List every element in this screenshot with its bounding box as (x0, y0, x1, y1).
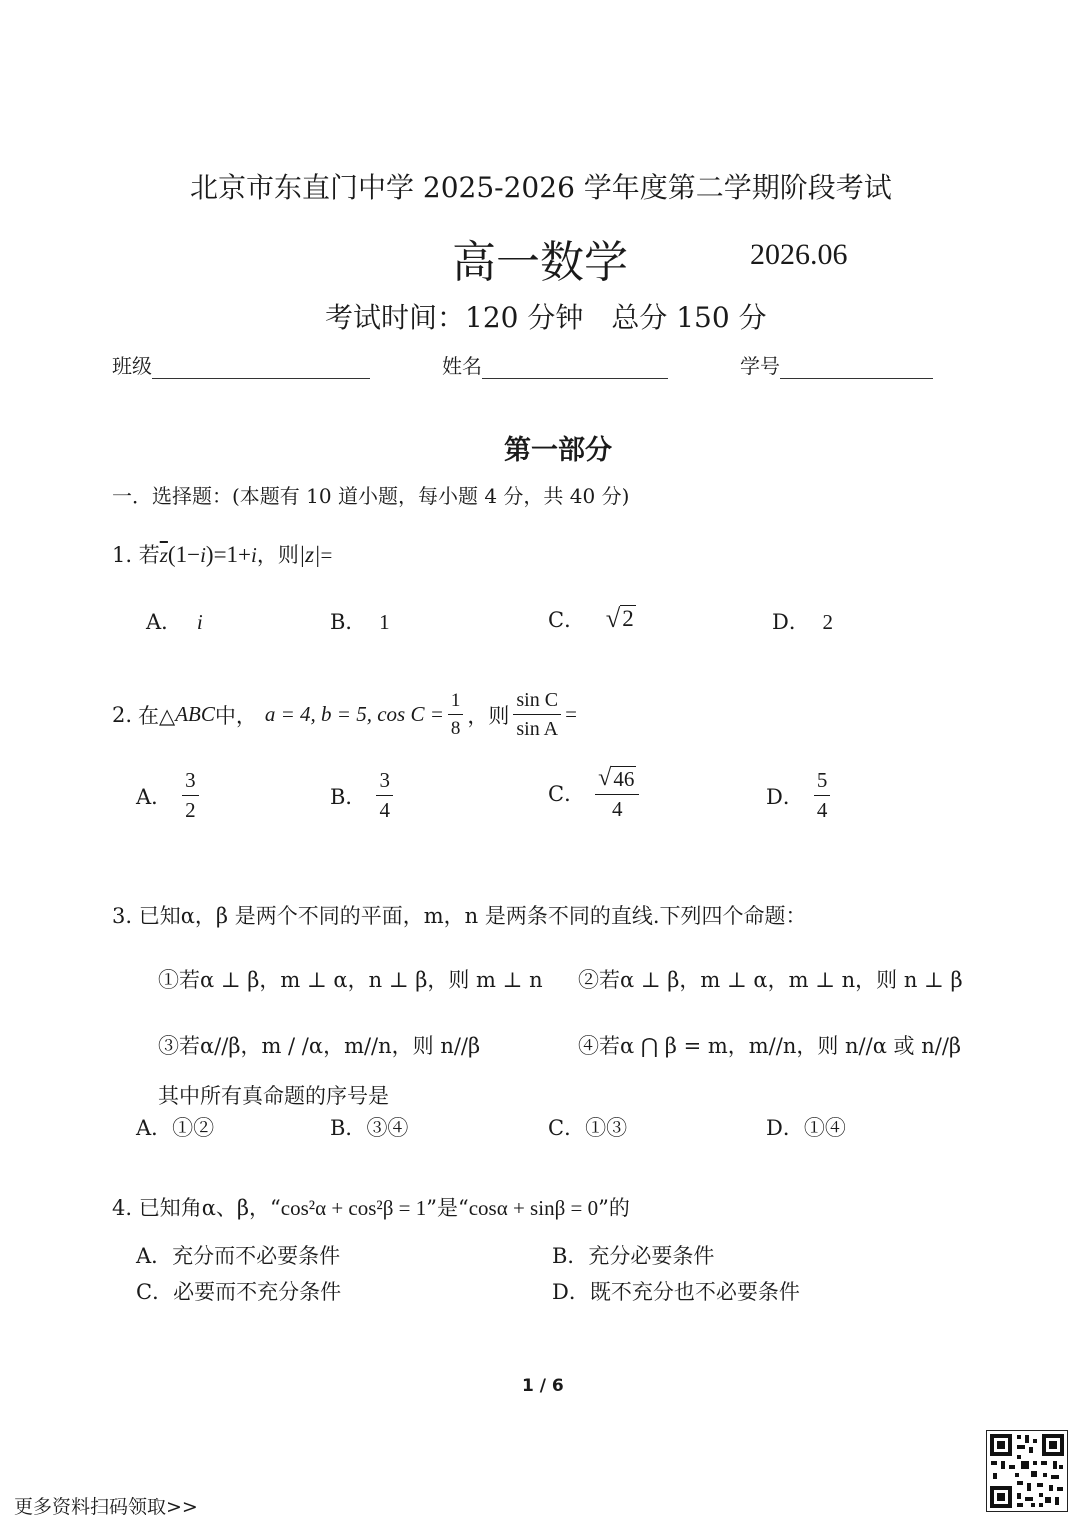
q1-option-a-value: i (196, 610, 203, 634)
promo-text[interactable]: 更多资料扫码领取>> (14, 1496, 198, 1518)
q1-option-c-sqrt (606, 605, 636, 631)
q2-option-b-label: B． (330, 784, 367, 809)
q2-cos-fraction (448, 691, 464, 738)
q3-option-a-label: A． (136, 1116, 173, 1140)
q3-option-d-value: ①④ (803, 1116, 846, 1140)
q2-option-d-denominator: 4 (816, 798, 828, 822)
q3-option-d[interactable] (766, 1112, 846, 1142)
q1-abs-z: |z| (298, 542, 321, 567)
q1-i-2: i (251, 543, 257, 567)
q1-z-conjugate: $\overline{z}$ (159, 543, 168, 567)
exam-info: 考试时间：120 分钟 总分 150 分 (325, 301, 767, 334)
class-field[interactable] (112, 350, 370, 379)
q2-option-a-label: A． (136, 784, 173, 809)
q1-option-c[interactable] (548, 604, 636, 634)
q3-option-a-value: ①② (172, 1116, 215, 1140)
q4-stem-tail: ”的 (598, 1196, 630, 1220)
q2-option-c-label: C． (548, 782, 586, 807)
q2-option-d-fraction (814, 770, 831, 821)
q2-option-a-fraction (182, 770, 199, 821)
q1-number: 1. (112, 543, 133, 567)
qr-code-icon[interactable] (986, 1430, 1068, 1512)
class-label: 班级 (112, 354, 152, 378)
q1-if: 若 (138, 543, 160, 567)
qr-code-graphic (987, 1431, 1067, 1511)
radical-sign-icon: √ (598, 764, 612, 791)
q1-i: i (200, 543, 206, 567)
q3-option-b-value: ③④ (366, 1116, 409, 1140)
exam-date: 2026.06 (750, 238, 848, 271)
q2-option-d-label: D． (766, 784, 804, 809)
q1-then: ，则 (256, 543, 299, 567)
q4-condition-1: cos²α + cos²β = 1 (280, 1196, 427, 1220)
q2-option-c-fraction (595, 766, 639, 820)
q3-option-c[interactable] (548, 1112, 627, 1142)
name-blank-line[interactable] (482, 360, 668, 379)
q1-option-a-label: A． (146, 610, 183, 634)
q2-triangle-abc: ABC (175, 702, 215, 726)
q3-proposition-1: ①若α ⊥ β，m ⊥ α，n ⊥ β，则 m ⊥ n (158, 968, 543, 992)
q2-option-a[interactable] (136, 770, 199, 821)
q3-proposition-3: ③若α//β，m / /α，m//n，则 n//β (158, 1034, 481, 1058)
q1-option-b[interactable] (330, 606, 390, 636)
q2-option-c-numerator: 46 (613, 767, 635, 791)
q2-stem-mid: 中， (214, 703, 257, 728)
q2-ratio-numerator: sin C (513, 690, 561, 715)
q3-question: 其中所有真命题的序号是 (158, 1084, 389, 1108)
q2-stem-lead: 在△ (138, 703, 176, 728)
class-blank-line[interactable] (152, 360, 370, 379)
q2-option-c[interactable] (548, 766, 639, 820)
q1-option-b-label: B． (330, 610, 367, 634)
choice-heading: 一．选择题：(本题有 10 道小题，每小题 4 分，共 40 分) (112, 484, 630, 508)
q3-option-b[interactable] (330, 1112, 408, 1142)
q2-option-b-denominator: 4 (379, 798, 390, 822)
q3-option-c-value: ①③ (585, 1116, 628, 1140)
q3-option-b-label: B． (330, 1116, 367, 1140)
q2-option-a-numerator: 3 (182, 770, 199, 796)
q3-proposition-2: ②若α ⊥ β，m ⊥ α，m ⊥ n，则 n ⊥ β (578, 968, 963, 992)
q2-then: ，则 (467, 703, 510, 728)
q2-option-c-numerator-wrap (595, 766, 639, 795)
q4-stem-lead: 4. 已知角α、β，“ (112, 1196, 281, 1220)
q3-proposition-4: ④若α ⋂ β = m，m//n，则 n//α 或 n//β (578, 1034, 962, 1058)
q2-equals: = (565, 702, 577, 726)
q4-option-a[interactable]: A．充分而不必要条件 (136, 1244, 341, 1268)
q1-option-d-value: 2 (822, 610, 834, 634)
q2-option-b[interactable] (330, 770, 393, 821)
page-number: 1 / 6 (522, 1376, 564, 1396)
id-field[interactable] (740, 350, 933, 379)
q3-option-a[interactable] (136, 1112, 214, 1142)
question-4-stem (112, 1192, 630, 1222)
q2-option-c-denominator: 4 (611, 797, 623, 822)
q3-option-d-label: D． (766, 1116, 804, 1140)
part-title: 第一部分 (504, 435, 612, 466)
q2-option-c-sqrt (598, 766, 636, 790)
q4-option-c[interactable]: C．必要而不充分条件 (136, 1280, 342, 1304)
q2-option-b-numerator: 3 (376, 770, 393, 796)
q1-option-d[interactable] (772, 606, 833, 636)
q2-given: a = 4, b = 5, cos C = (264, 702, 444, 726)
q2-option-d[interactable] (766, 770, 830, 821)
q1-expr-2: )=1+ (205, 542, 252, 567)
q4-condition-2: cosα + sinβ = 0 (468, 1196, 599, 1220)
q2-number: 2. (112, 702, 133, 727)
question-2-stem (112, 690, 577, 739)
name-field[interactable] (442, 350, 668, 379)
q1-expr-1: (1− (167, 542, 201, 567)
q3-option-c-label: C． (548, 1116, 586, 1140)
subject-title: 高一数学 (452, 237, 628, 288)
q4-option-b[interactable]: B．充分必要条件 (552, 1244, 715, 1268)
q2-option-a-denominator: 2 (185, 798, 196, 822)
q1-option-b-value: 1 (379, 610, 390, 634)
q1-equals: = (320, 543, 333, 567)
q1-option-d-label: D． (772, 610, 810, 634)
id-blank-line[interactable] (780, 360, 933, 379)
q2-ratio-fraction (513, 690, 561, 739)
q1-option-a[interactable] (146, 606, 203, 636)
q1-option-c-value: 2 (622, 606, 634, 631)
q4-stem-mid: ”是“ (426, 1196, 469, 1220)
name-label: 姓名 (442, 354, 482, 378)
id-label: 学号 (740, 354, 780, 378)
q2-cos-denominator: 8 (450, 718, 461, 739)
school-title: 北京市东直门中学 2025-2026 学年度第二学期阶段考试 (190, 171, 892, 204)
q4-option-d[interactable]: D．既不充分也不必要条件 (552, 1280, 800, 1304)
q2-option-b-fraction (376, 770, 393, 821)
q2-ratio-denominator: sin A (516, 718, 559, 740)
q2-cos-numerator: 1 (448, 691, 464, 715)
q2-option-d-numerator: 5 (814, 770, 831, 796)
question-1-stem (112, 539, 332, 569)
radical-sign-icon: √ (605, 603, 621, 633)
question-3-stem: 3. 已知α，β 是两个不同的平面，m，n 是两条不同的直线.下列四个命题： (112, 904, 807, 928)
q1-option-c-label: C． (548, 608, 586, 632)
